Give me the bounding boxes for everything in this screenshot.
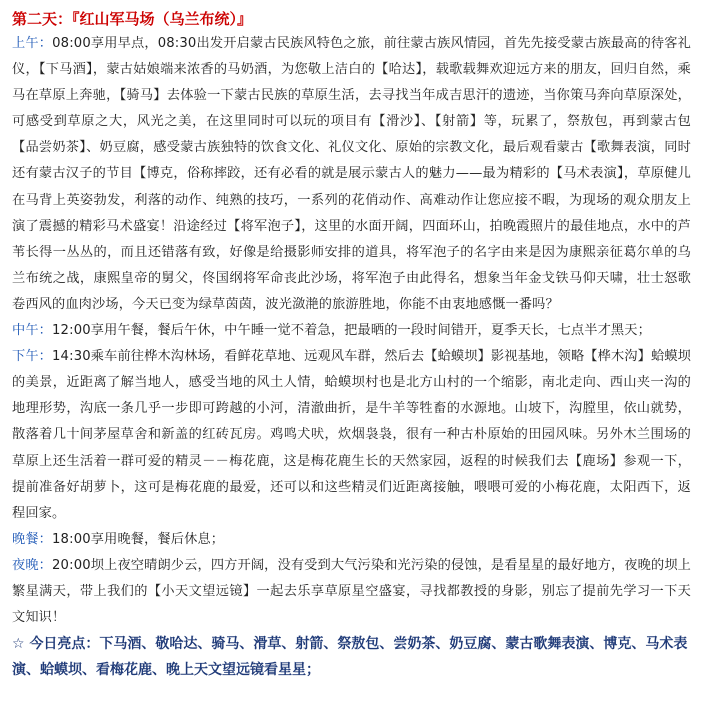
afternoon-text: 14:30乘车前往桦木沟林场，看鲜花草地、远观风车群，然后去【蛤蟆坝】影视基地，领略【桦木沟】蛤蟆坝的美景，近距离了解当地人，感受当地的风土人情，蛤蟆坝村也是北方山村的一个缩影，南北走向、西山夹一沟的地理形势，沟底一条几乎一步即可跨越的小河，清澈曲折，是牛羊等牲畜的水源地。山坡下，沟膛里，依山就势，散落着几十间茅屋草舍和新盖的红砖瓦房。鸡鸣犬吠，炊烟袅袅，很有一种古朴原始的田园风味。另外木兰围场的草原上还生活着一群可爱的精灵－－梅花鹿，这是梅花鹿生长的天然家园，返程的时候我们去【鹿场】参观一下，提前准备好胡萝卜，这可是梅花鹿的最爱，还可以和这些精灵们近距离接触，喂喂可爱的小梅花鹿，太阳西下，返程回家。	[12, 349, 691, 521]
morning-label: 上午：	[12, 36, 53, 51]
night-text: 20:00坝上夜空晴朗少云，四方开阔，没有受到大气污染和光污染的侵蚀，是看星星的最好地方，夜晚的坝上繁星满天，带上我们的【小天文望远镜】一起去乐享草原星空盛宴，寻找都教授的身影，别忘了提前先学习一下天文知识！	[12, 557, 691, 626]
day-title: 第二天：『红山军马场（乌兰布统）』	[12, 10, 253, 28]
highlights-text: 今日亮点：下马酒、敬哈达、骑马、滑草、射箭、祭敖包、尝奶茶、奶豆腐、蒙古歌舞表演、博克、马术表演、蛤蟆坝、看梅花鹿、晚上天文望远镜看星星；	[12, 636, 688, 679]
dinner-text: 18:00享用晚餐，餐后休息；	[52, 531, 225, 547]
afternoon-section	[12, 344, 691, 527]
noon-label: 中午：	[12, 323, 53, 339]
star-icon: ☆	[12, 636, 25, 653]
highlights	[12, 631, 691, 683]
dinner-label: 晚餐：	[12, 531, 53, 547]
noon-text: 12:00享用午餐，餐后午休，中午睡一觉不着急，把最晒的一段时间错开，夏季天长，七点半才黑天；	[52, 323, 651, 339]
dinner-section	[12, 527, 691, 553]
afternoon-label: 下午：	[12, 349, 53, 365]
night-label: 夜晚：	[12, 557, 53, 573]
noon-section	[12, 318, 691, 344]
morning-section	[12, 31, 691, 318]
morning-text: 08:00享用早点，08:30出发开启蒙古民族风特色之旅，前往蒙古族风情园，首先先接受蒙古族最高的待客礼仪，【下马酒】，蒙古姑娘端来浓香的马奶酒，为您敬上洁白的【哈达】，载歌载舞欢迎远方来的朋友，回归自然，乘马在草原上奔驰，【骑马】去体验一下蒙古民族的草原生活，去寻找当年成吉思汗的遗迹，当你策马奔向草原深处，可感受到草原之大，风光之美，在这里同时可以玩的项目有【滑沙】、【射箭】等，玩累了，祭敖包，再到蒙古包【品尝奶茶】、奶豆腐，感受蒙古族独特的饮食文化、礼仪文化、原始的宗教文化，最后观看蒙古【歌舞表演，同时还有蒙古汉子的节目【博克，俗称摔跤，还有必看的就是展示蒙古人的魅力——最为精彩的【马术表演】，草原健儿在马背上英姿勃发，利落的动作、纯熟的技巧，一系列的花俏动作、高难动作让您应接不暇，为现场的观众朋友上演了震撼的精彩马术盛宴！沿途经过【将军泡子】，这里的水面开阔，四面环山，拍晚霞照片的最佳地点，水中的芦苇长得一丛丛的，而且还错落有致，好像是给摄影师安排的道具，将军泡子的名字由来是因为康熙亲征葛尔单的乌兰布统之战，康熙皇帝的舅父，佟国纲将军命丧此沙场，将军泡子由此得名，想象当年金戈铁马仰天啸，壮士怒歌卷西风的血肉沙场，今天已变为绿草茵茵，波光潋滟的旅游胜地，你能不由衷地感慨一番吗？	[12, 36, 692, 312]
night-section	[12, 553, 691, 631]
